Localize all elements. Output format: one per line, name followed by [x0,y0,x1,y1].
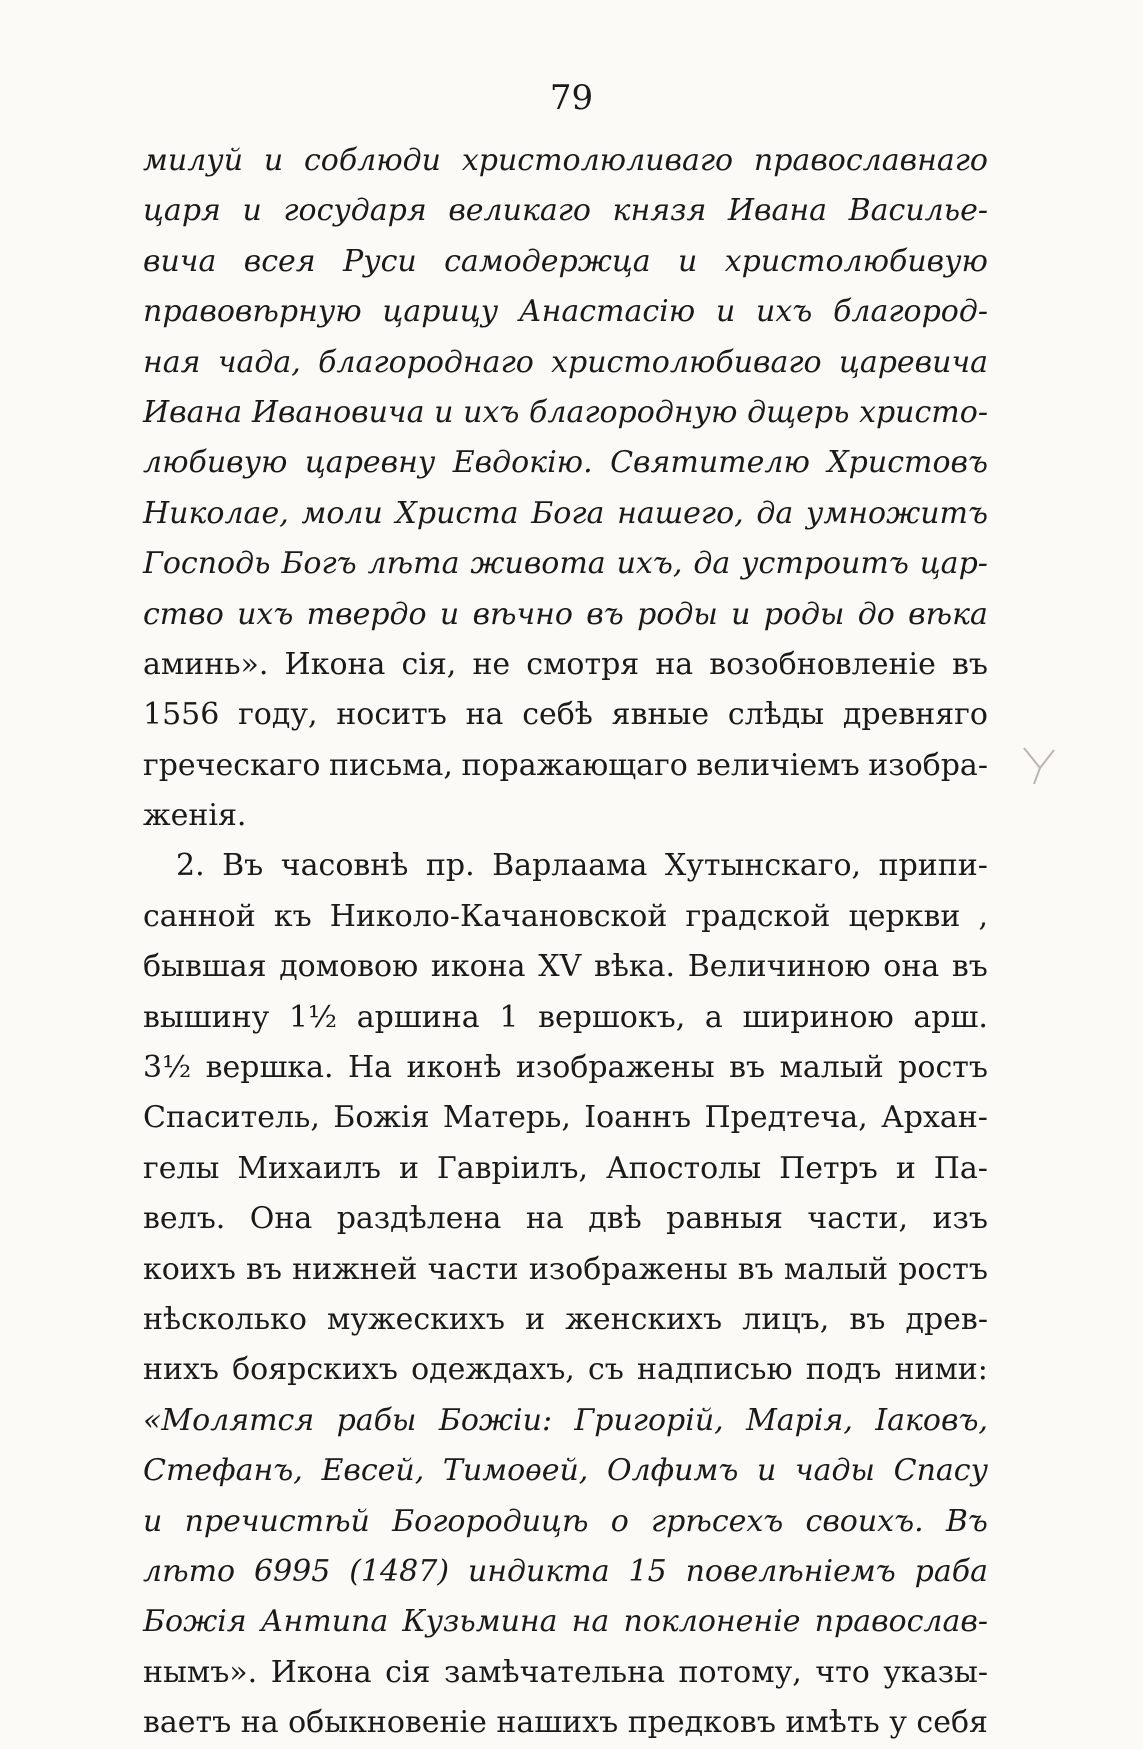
word: чады [794,1453,875,1489]
word: иконѣ [406,1050,502,1086]
word: Михаилъ [237,1150,382,1186]
word: аминь». [143,646,269,682]
text-line [143,1345,988,1395]
text-line [143,791,988,841]
text-line [143,841,988,891]
word: аршина [356,999,480,1035]
text-line [143,690,988,740]
word: цар- [919,546,988,582]
word: замѣчательна [443,1654,665,1690]
word: припи- [878,848,988,884]
word: боярскихъ [232,1352,398,1388]
word: Антипа [260,1604,389,1640]
word: Гавріилъ, [436,1150,589,1186]
word: царевну [304,445,436,481]
word: нѣсколько [143,1301,307,1337]
word: грѣсехъ [650,1503,784,1539]
text-line [143,1446,988,1496]
word: и [434,394,454,430]
word: царицу [382,294,499,330]
text-line [143,338,988,388]
word: 2. [176,848,205,884]
word: въ [245,1251,282,1287]
word: вершокъ, [538,999,686,1035]
body-text [143,136,988,1749]
word: лѣта [367,546,460,582]
word: указы- [883,1654,988,1690]
word: Ивана [727,193,828,229]
word: шириною [742,999,894,1035]
word: Кузьмина [402,1604,558,1640]
word: самодержца [444,243,651,279]
word: ихъ [756,294,813,330]
word: Николае, [143,495,289,531]
word: на [571,1604,610,1640]
word: гелы [143,1150,220,1186]
word: Въ [222,848,264,884]
word: и [895,1150,916,1186]
word: смотря [526,646,640,682]
word: обыкновеніе [288,1705,487,1741]
word: домовою [279,949,419,985]
word: и [757,1453,777,1489]
word: на [465,697,504,733]
word: она [883,949,940,985]
word: Варлаама [492,848,648,884]
word: православнаго [753,143,988,178]
word: вершка. [205,1050,334,1086]
word: ихъ [463,394,520,430]
word: пречистѣй [184,1503,370,1539]
word: арш. [913,999,988,1035]
word: санной [143,898,256,934]
word: въ [951,949,988,985]
word: о [610,1503,629,1539]
word: съ [587,1352,624,1388]
word: носитъ [336,697,447,733]
word: и [678,243,698,279]
page-number: 79 [549,78,594,118]
word: Христовъ [827,445,988,481]
word: своихъ. [805,1503,924,1539]
word: ство [143,596,224,632]
word: вѣчно [472,596,573,632]
word: нижней [292,1251,418,1287]
text-line [143,438,988,488]
word: изобра- [868,747,988,783]
text-line [143,1295,988,1345]
word: къ [273,898,312,934]
word: роды [763,596,845,632]
word: благородную [529,394,738,430]
word: милуй [143,143,244,178]
word: Икона [284,646,386,682]
word: Марія, [746,1402,853,1438]
word: нашихъ [496,1705,619,1741]
word: части, [807,1201,909,1237]
word: Божія [333,1100,430,1136]
word: да [756,495,794,531]
word: предковъ [627,1705,776,1741]
word: греческаго [143,747,321,783]
word: часовнѣ [280,848,409,884]
word: раздѣлена [336,1201,502,1237]
text-line [143,942,988,992]
word: , [978,898,988,934]
word: дщерь [747,394,850,430]
word: равныя [666,1201,783,1237]
word: а [704,999,723,1035]
word: одеждахъ, [411,1352,575,1388]
word: и [525,1301,546,1337]
text-line [143,237,988,287]
word: и [439,596,460,632]
word: Величиною [687,949,871,985]
word: икона [430,949,526,985]
word: вѣка. [593,949,676,985]
word: части [427,1251,519,1287]
word: надписью [637,1352,793,1388]
word: въ [737,1251,774,1287]
word: православ- [814,1604,988,1640]
word: ихъ, [616,546,683,582]
word: велъ. [143,1201,226,1237]
word: 1 [499,999,519,1035]
text-line [143,1648,988,1698]
word: женія. [143,798,247,834]
word: царя [143,193,221,229]
word: пр. [425,848,475,884]
word: Матерь, [442,1100,571,1136]
text-line [143,539,988,589]
word: христолюливаго [461,143,734,178]
word: бывшая [143,949,267,985]
word: христолюбиваго [551,344,822,380]
word: Божіи: [438,1402,553,1438]
word: великаго [448,193,591,229]
word: любивую [143,445,288,481]
text-line [143,1245,988,1295]
word: роды [637,596,718,632]
word: моли [301,495,383,531]
word: Стефанъ, [143,1453,303,1489]
word: поражающаго [461,747,688,783]
word: (1487) [349,1553,450,1589]
word: соблюди [303,143,442,178]
word: древ- [905,1301,988,1337]
word: слѣды [727,697,825,733]
word: всея [243,243,316,279]
word: Григорій, [574,1402,724,1438]
word: да [693,546,731,582]
word: ваетъ [143,1705,232,1741]
word: князя [612,193,707,229]
word: древняго [842,697,988,733]
word: изображены [515,1050,715,1086]
word: себя [916,1705,988,1741]
word: Господь [143,546,271,582]
word: и [398,1150,419,1186]
word: XV [538,949,582,985]
word: Богъ [281,546,357,582]
word: возобновленіе [709,646,936,682]
word: повелѣніемъ [685,1553,896,1589]
word: ростъ [898,1251,988,1287]
word: правовѣрную [143,294,362,330]
word: вича [143,243,217,279]
word: Спасу [893,1453,988,1489]
word: Икона [270,1654,372,1690]
word: подъ [805,1352,882,1388]
text-line [143,287,988,337]
word: благороднаго [318,344,534,380]
text-line [143,1497,988,1547]
word: изображены [528,1251,728,1287]
word: Ивановича [251,394,425,430]
text-line [143,993,988,1043]
word: нашего, [617,495,744,531]
word: на [240,1705,279,1741]
word: твердо [306,596,427,632]
word: Божія [143,1604,247,1640]
word: Святителю [610,445,810,481]
word: ними: [894,1352,988,1388]
word: 6995 [254,1553,331,1589]
word: благород- [833,294,988,330]
word: 3½ [143,1050,192,1086]
word: На [348,1050,393,1086]
word: Анастасію [518,294,696,330]
word: ная [143,344,201,380]
word: потому, [678,1654,802,1690]
word: и [263,143,284,178]
text-line [143,1194,988,1244]
word: Она [249,1201,313,1237]
word: Спаситель, [143,1100,320,1136]
word: и [715,294,736,330]
word: церкви [848,898,961,934]
word: Христа [395,495,519,531]
word: Іоаннъ [584,1100,692,1136]
text-line [143,590,988,640]
word: Евсей, [321,1453,425,1489]
word: Руси [343,243,417,279]
text-line [143,1093,988,1143]
word: коихъ [143,1251,236,1287]
word: раба [914,1553,988,1589]
word: Апостолы [605,1150,762,1186]
word: двѣ [588,1201,642,1237]
word: лицъ, [742,1301,830,1337]
word: письма, [329,747,453,783]
word: Хутынскаго, [664,848,862,884]
word: году, [238,697,318,733]
margin-mark [1020,744,1060,788]
text-line [143,892,988,942]
word: Богородицѣ [392,1503,589,1539]
word: и [242,193,262,229]
text-line [143,741,988,791]
word: малый [783,1251,889,1287]
word: малый [779,1050,884,1086]
word: не [472,646,511,682]
word: умножитъ [806,495,988,531]
word: явные [611,697,710,733]
text-line [143,1396,988,1446]
text-line [143,136,988,186]
text-line [143,388,988,438]
word: лѣто [143,1553,236,1589]
word: на [525,1201,564,1237]
word: нымъ». [143,1654,258,1690]
word: Тимоѳей, [442,1453,589,1489]
text-line [143,1547,988,1597]
word: въ [729,1050,766,1086]
word: въ [951,646,988,682]
word: Николо-Качановской [329,898,668,934]
word: Архан- [881,1100,988,1136]
word: сія [385,1654,431,1690]
word: Василье- [848,193,988,229]
word: имѣть [785,1705,880,1741]
word: на [655,646,694,682]
text-line [143,1597,988,1647]
word: 1½ [288,999,338,1035]
word: Петръ [779,1150,878,1186]
word: ростъ [898,1050,988,1086]
word: изъ [932,1201,988,1237]
text-line [143,1698,988,1748]
word: живота [470,546,606,582]
word: женскихъ [565,1301,723,1337]
word: Па- [933,1150,988,1186]
word: Евдокію. [452,445,593,481]
word: и [731,596,751,632]
word: Іаковъ, [875,1402,988,1438]
text-line [143,186,988,236]
word: Предтеча, [704,1100,868,1136]
text-line [143,1043,988,1093]
word: государя [283,193,427,229]
word: въ [849,1301,886,1337]
word: и [143,1503,163,1539]
text-line [143,640,988,690]
word: христо- [859,394,988,430]
word: до [857,596,895,632]
word: у [889,1705,907,1741]
word: Ивана [143,394,243,430]
word: что [815,1654,870,1690]
word: въ [586,596,624,632]
word: индикта [467,1553,610,1589]
word: христолюбивую [724,243,988,279]
word: вышину [143,999,270,1035]
word: чада, [217,344,301,380]
word: мужескихъ [327,1301,505,1337]
text-line [143,1144,988,1194]
text-line [143,489,988,539]
word: градской [685,898,831,934]
word: Бога [531,495,605,531]
word: себѣ [522,697,593,733]
word: величіемъ [696,747,860,783]
word: «Молятся [143,1402,315,1438]
word: нихъ [143,1352,219,1388]
word: вѣка [908,596,988,632]
word: Въ [945,1503,988,1539]
word: ихъ [237,596,294,632]
word: 15 [628,1553,667,1589]
word: 1556 [143,697,220,733]
word: сія, [401,646,457,682]
word: рабы [336,1402,417,1438]
word: царевича [838,344,988,380]
word: Олфимъ [606,1453,739,1489]
word: устроитъ [741,546,909,582]
word: поклоненіе [623,1604,801,1640]
